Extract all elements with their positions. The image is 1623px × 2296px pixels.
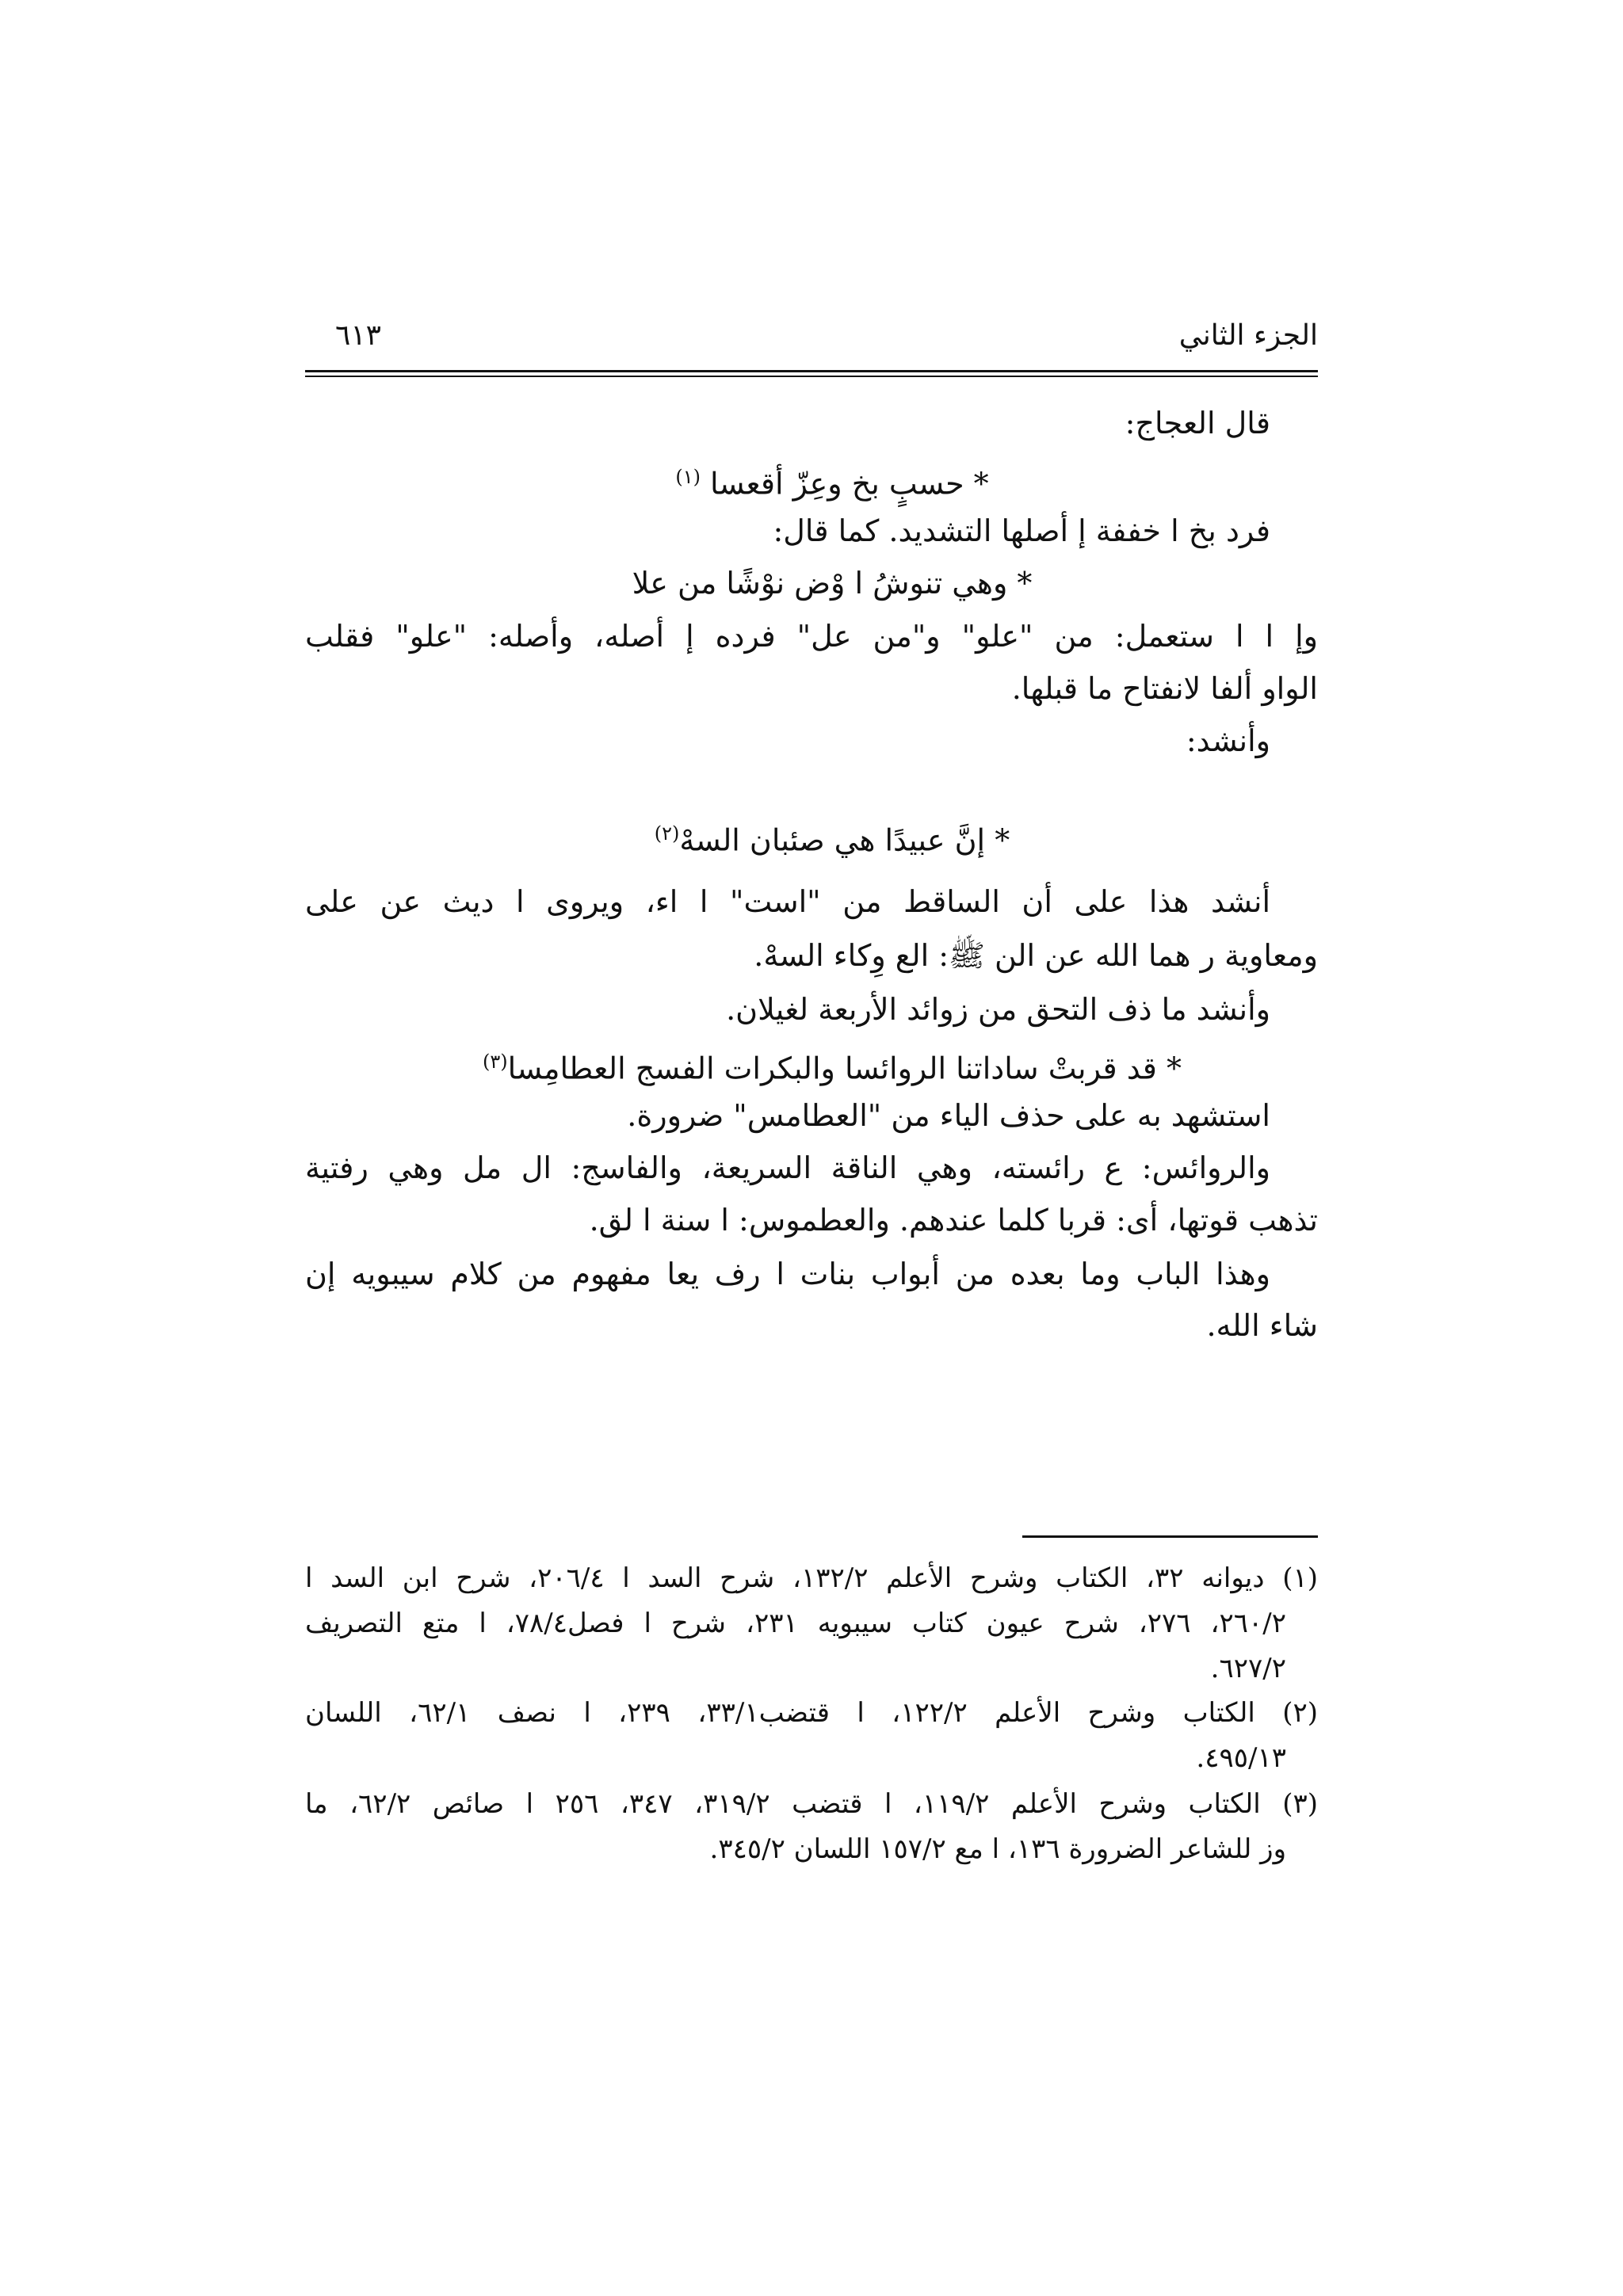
footnote-marker-3: (٣)	[483, 1051, 508, 1073]
text-line-4: الواو ألفا لانفتاح ما قبلها.	[1011, 671, 1318, 706]
text-line-2: فرد بخ ا خففة إ أصلها التشديد. كما قال:	[773, 513, 1270, 548]
footnote-marker-1: (١)	[675, 466, 701, 488]
page-number: ٦١٣	[335, 319, 382, 352]
footnote-3-line-2: وز للشاعر الضرورة ١٣٦، ا مع ١٥٧/٢ اللسان ٣٤٥/٢.	[709, 1833, 1286, 1865]
running-header: الجزء الثاني	[1178, 319, 1318, 352]
verse-text: * حسبٍ بخ وعِزّ أقعسا	[700, 466, 989, 502]
verse-line-2: * وهي تنوشُ ا وْض نوْشًا من علا	[632, 566, 1033, 601]
text-line-6: أنشد هذا على أن الساقط من "است" ا اء، ويروى ا ديث عن على	[305, 884, 1270, 919]
verse-line-1	[333, 455, 1331, 506]
text-line-9: استشهد به على حذف الياء من "العطامس" ضرورة.	[627, 1098, 1270, 1133]
text-line-7: ومعاوية ر هما الله عن الن ﷺ: الع وِكاء السهْ.	[754, 938, 1318, 973]
text-line-5: وأنشد:	[1186, 723, 1270, 758]
header-rule-bottom	[305, 376, 1318, 377]
verse-text: * إنَّ عبيدًا هي صئبان السهْ	[679, 822, 1010, 858]
text-line-3: وإ ا ا ستعمل: من "علو" و"من عل" فرده إ أصله، وأصله: "علو" فقلب	[305, 619, 1318, 654]
footnote-separator	[1022, 1535, 1318, 1538]
footnote-3-line-1: (٣) الكتاب وشرح الأعلم ١١٩/٢، ا قتضب ٣١٩/٢، ٣٤٧، ٢٥٦ ا صائص ٦٢/٢، ما	[305, 1788, 1319, 1820]
text-line-11: تذهب قوتها، أى: قربا كلما عندهم. والعطموس: ا سنة ا لق.	[589, 1203, 1318, 1238]
footnote-marker-2: (٢)	[654, 822, 680, 845]
verse-line-4	[333, 1039, 1331, 1091]
verse-line-3	[333, 811, 1331, 863]
text-line-12: وهذا الباب وما بعده من أبواب بنات ا رف يعا مفهوم من كلام سيبويه إن	[305, 1257, 1270, 1291]
footnote-2-line-1: (٢) الكتاب وشرح الأعلم ١٢٢/٢، ا قتضب٣٣/١، ٢٣٩، ا نصف ٦٢/١، اللسان	[305, 1697, 1318, 1729]
header-rule-top	[305, 370, 1318, 372]
text-line-10: والروائس: ع رائسته، وهي الناقة السريعة، والفاسج: ال مل وهي رفتية	[305, 1150, 1270, 1185]
text-line-8: وأنشد ما ذف التحق من زوائد الأربعة لغيلان.	[726, 992, 1270, 1027]
footnote-1-line-2: ٢٦٠/٢، ٢٧٦، شرح عيون كتاب سيبويه ٢٣١، شرح ا فصل٧٨/٤، ا متع التصريف	[305, 1608, 1286, 1639]
verse-text: * قد قربتْ ساداتنا الروائسا والبكرات الفسج العطامِسا	[507, 1051, 1182, 1086]
text-line-1: قال العجاج:	[1125, 406, 1270, 441]
footnote-1-line-1: (١) ديوانه ٣٢، الكتاب وشرح الأعلم ١٣٢/٢، شرح السد ا ٢٠٦/٤، شرح ابن السد ا	[305, 1562, 1318, 1594]
text-line-13: شاء الله.	[1206, 1308, 1318, 1343]
footnote-2-line-2: ٤٩٥/١٣.	[1196, 1742, 1286, 1774]
footnote-1-line-3: ٦٢٧/٢.	[1210, 1653, 1286, 1684]
